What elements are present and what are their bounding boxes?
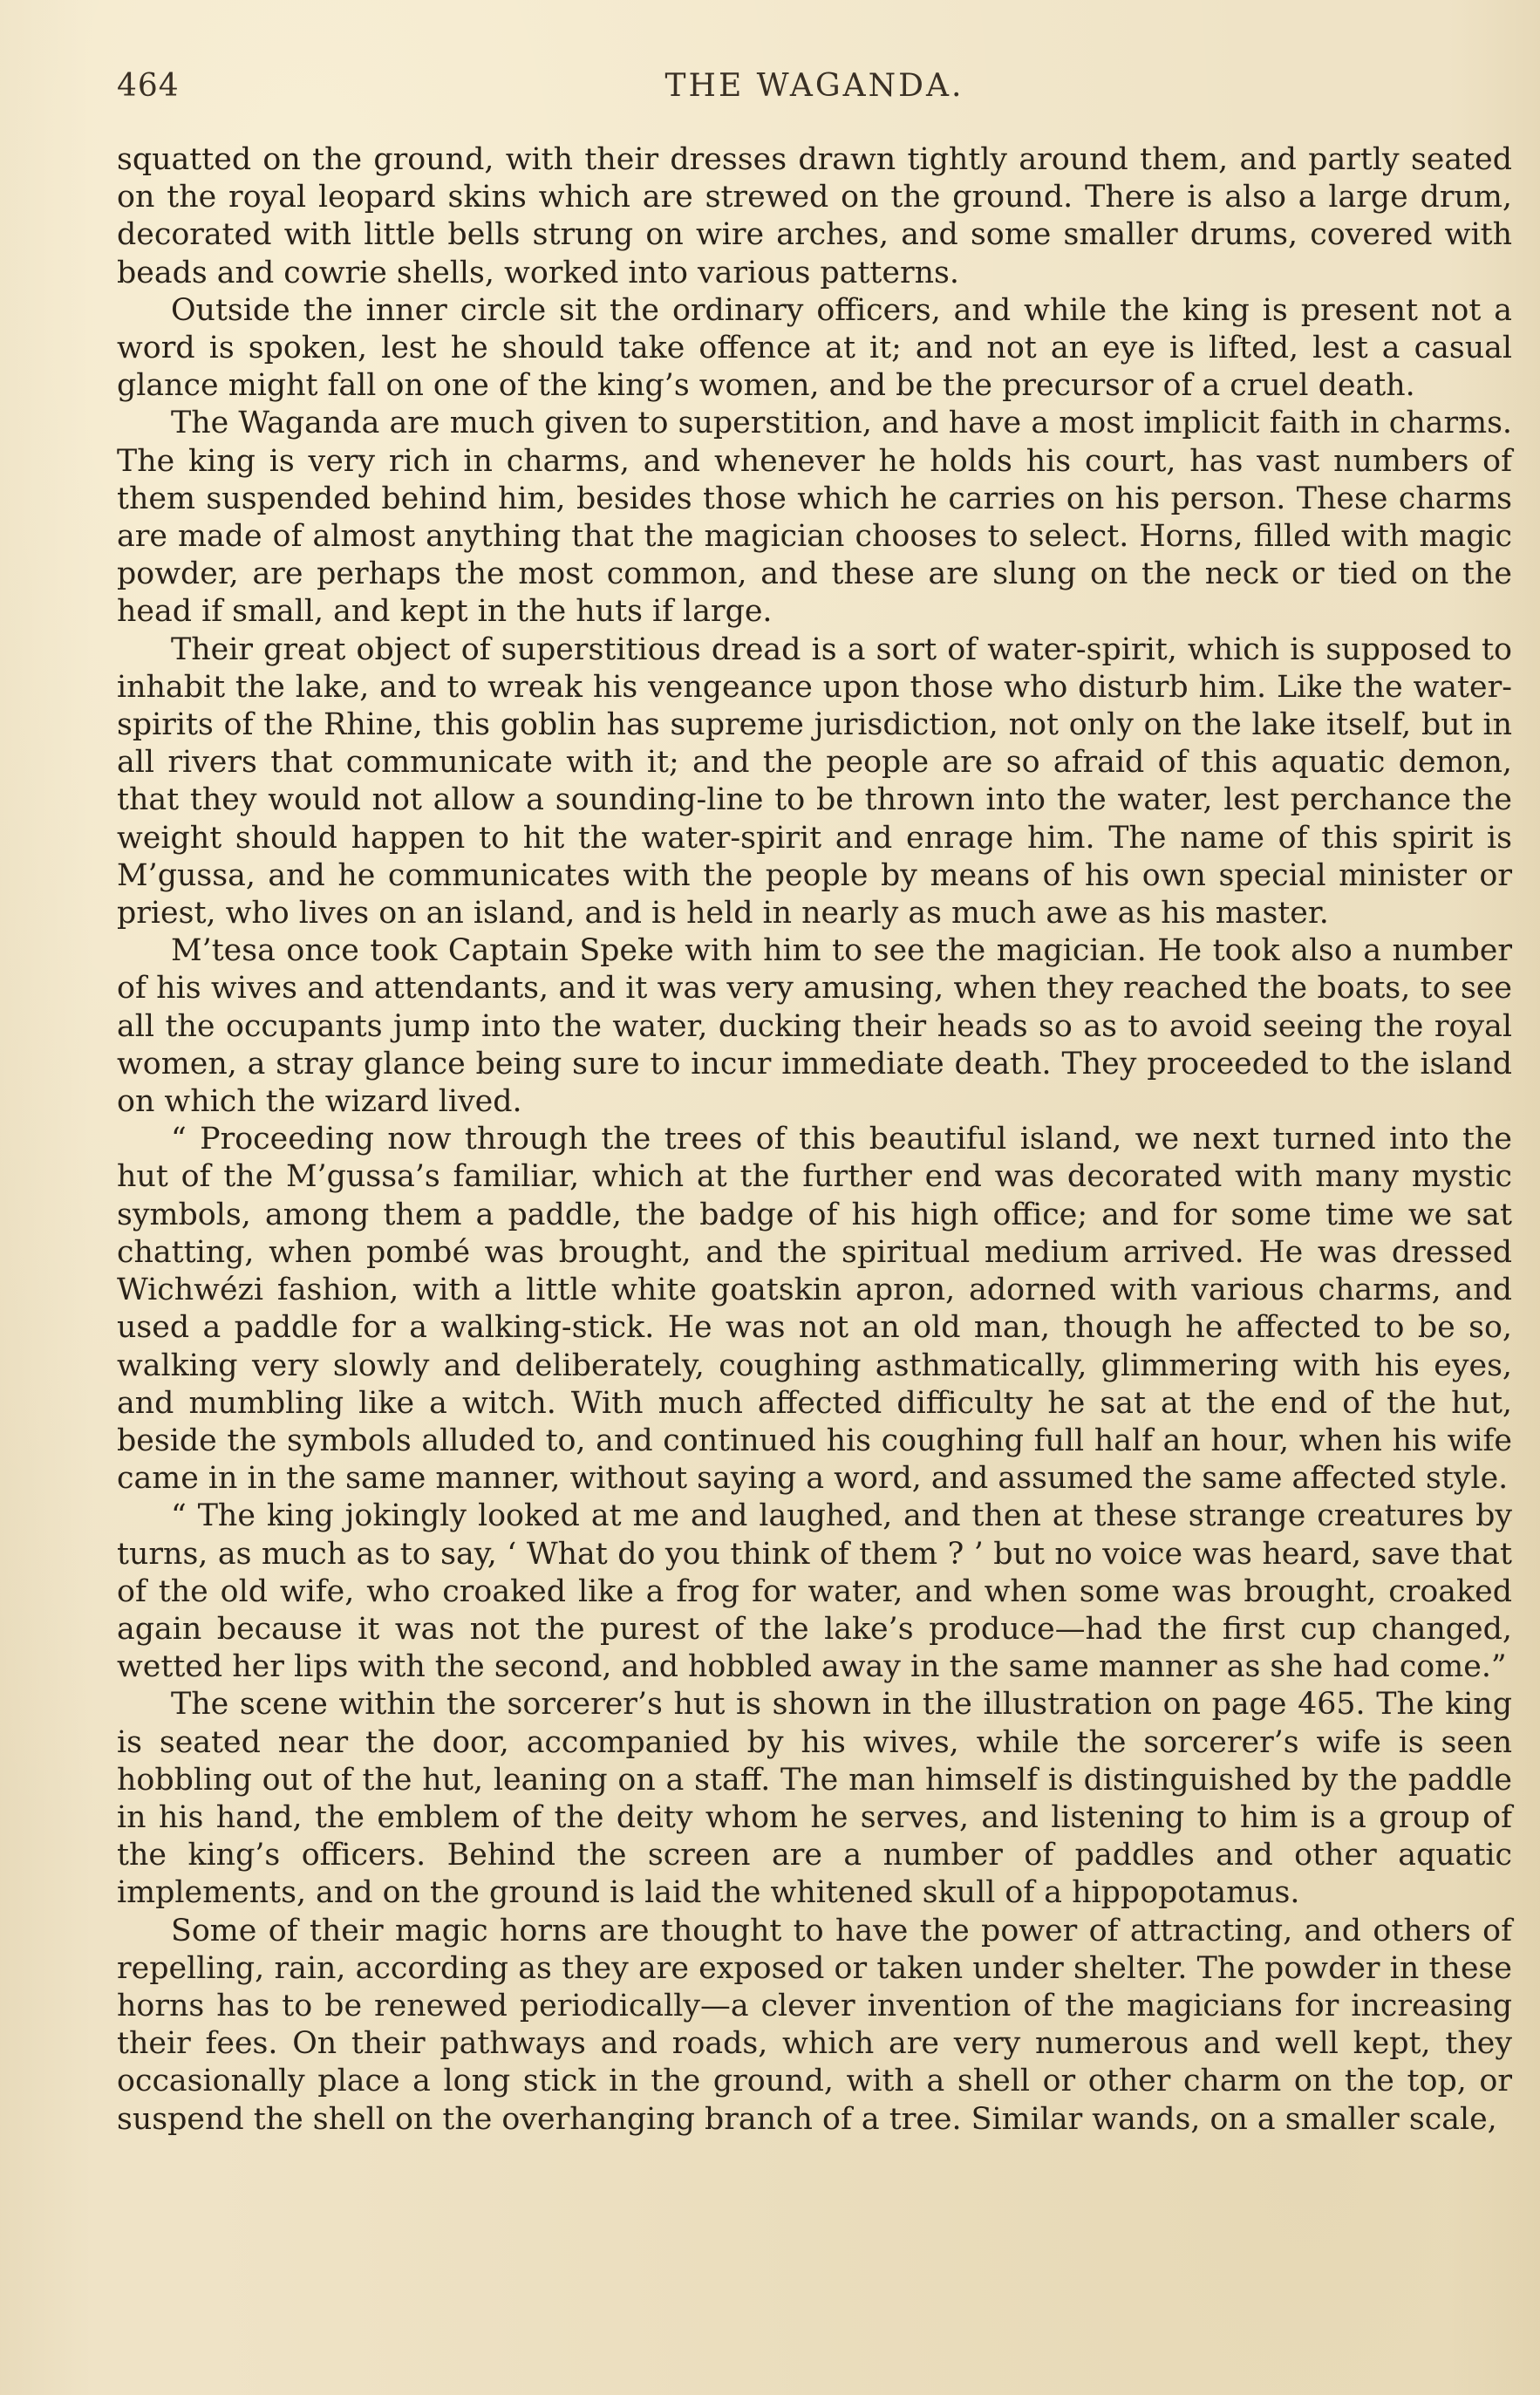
paragraph: The Waganda are much given to superstition, and have a most implicit faith in charms. The king is very rich in charms, and whenever he holds his court, has vast numbers of them suspended behind him, besides those which he carries on his person. These charms are made of almost anything that the magician chooses to select. Horns, filled with magic powder, are perhaps the most common, and these are slung on the neck or tied on the head if small, and kept in the huts if large.	[117, 406, 1512, 630]
page-number: 464	[117, 68, 180, 104]
quoted-paragraph: “ The king jokingly looked at me and laughed, and then at these strange creatures by turns, as much as to say, ‘ What do you think of them ? ’ but no voice was heard, save that of the old wife, who croaked like a frog for water, and when some was brought, croaked again because it was not the purest of the lake’s produce—had the first cup changed, wetted her lips with the second, and hobbled away in the same manner as she had come.”	[117, 1498, 1512, 1685]
paragraph: Outside the inner circle sit the ordinary officers, and while the king is present not a word is spoken, lest he should take offence at it; and not an eye is lifted, lest a casual glance might fall on one of the king’s women, and be the precursor of a cruel death.	[117, 292, 1512, 404]
paragraph: Some of their magic horns are thought to have the power of attracting, and others of repelling, rain, according as they are exposed or taken under shelter. The powder in these horns has to be renewed periodically—a clever invention of the magicians for increasing their fees. On their pathways and roads, which are very numerous and well kept, they occasionally place a long stick in the ground, with a shell or other charm on the top, or suspend the shell on the overhanging branch of a tree. Similar wands, on a smaller scale,	[117, 1913, 1512, 2137]
paragraph: Their great object of superstitious dread is a sort of water-spirit, which is supposed to inhabit the lake, and to wreak his vengeance upon those who disturb him. Like the water-spirits of the Rhine, this goblin has supreme jurisdiction, not only on the lake itself, but in all rivers that communicate with it; and the people are so afraid of this aquatic demon, that they would not allow a sounding-line to be thrown into the water, lest perchance the weight should happen to hit the water-spirit and enrage him. The name of this spirit is M’gussa, and he communicates with the people by means of his own special minister or priest, who lives on an island, and is held in nearly as much awe as his master.	[117, 631, 1512, 931]
book-page	[117, 63, 1512, 2139]
paragraph: The scene within the sorcerer’s hut is shown in the illustration on page 465. The king is seated near the door, accompanied by his wives, while the sorcerer’s wife is seen hobbling out of the hut, leaning on a staff. The man himself is distinguished by the paddle in his hand, the emblem of the deity whom he serves, and listening to him is a group of the king’s officers. Behind the screen are a number of paddles and other aquatic implements, and on the ground is laid the whitened skull of a hippopotamus.	[117, 1687, 1512, 1911]
paragraph: M’tesa once took Captain Speke with him to see the magician. He took also a number of his wives and attendants, and it was very amusing, when they reached the boats, to see all the occupants jump into the water, ducking their heads so as to avoid seeing the royal women, a stray glance being sure to incur immediate death. They proceeded to the island on which the wizard lived.	[117, 933, 1512, 1120]
running-title: THE WAGANDA.	[664, 68, 964, 104]
paragraph-continuation: squatted on the ground, with their dresses drawn tightly around them, and partly seated on the royal leopard skins which are strewed on the ground. There is also a large drum, decorated with little bells strung on wire arches, and some smaller drums, covered with beads and cowrie shells, worked into various patterns.	[117, 142, 1512, 290]
page-header	[117, 63, 1512, 119]
quoted-paragraph: “ Proceeding now through the trees of this beautiful island, we next turned into the hut of the M’gussa’s familiar, which at the further end was decorated with many mystic symbols, among them a paddle, the badge of his high office; and for some time we sat chatting, when pombé was brought, and the spiritual medium arrived. He was dressed Wichwézi fashion, with a little white goatskin apron, adorned with various charms, and used a paddle for a walking-stick. He was not an old man, though he affected to be so, walking very slowly and deliberately, coughing asthmatically, glimmering with his eyes, and mumbling like a witch. With much affected difficulty he sat at the end of the hut, beside the symbols alluded to, and continued his coughing full half an hour, when his wife came in in the same manner, without saying a word, and assumed the same affected style.	[117, 1122, 1512, 1497]
body-text	[117, 141, 1512, 2139]
